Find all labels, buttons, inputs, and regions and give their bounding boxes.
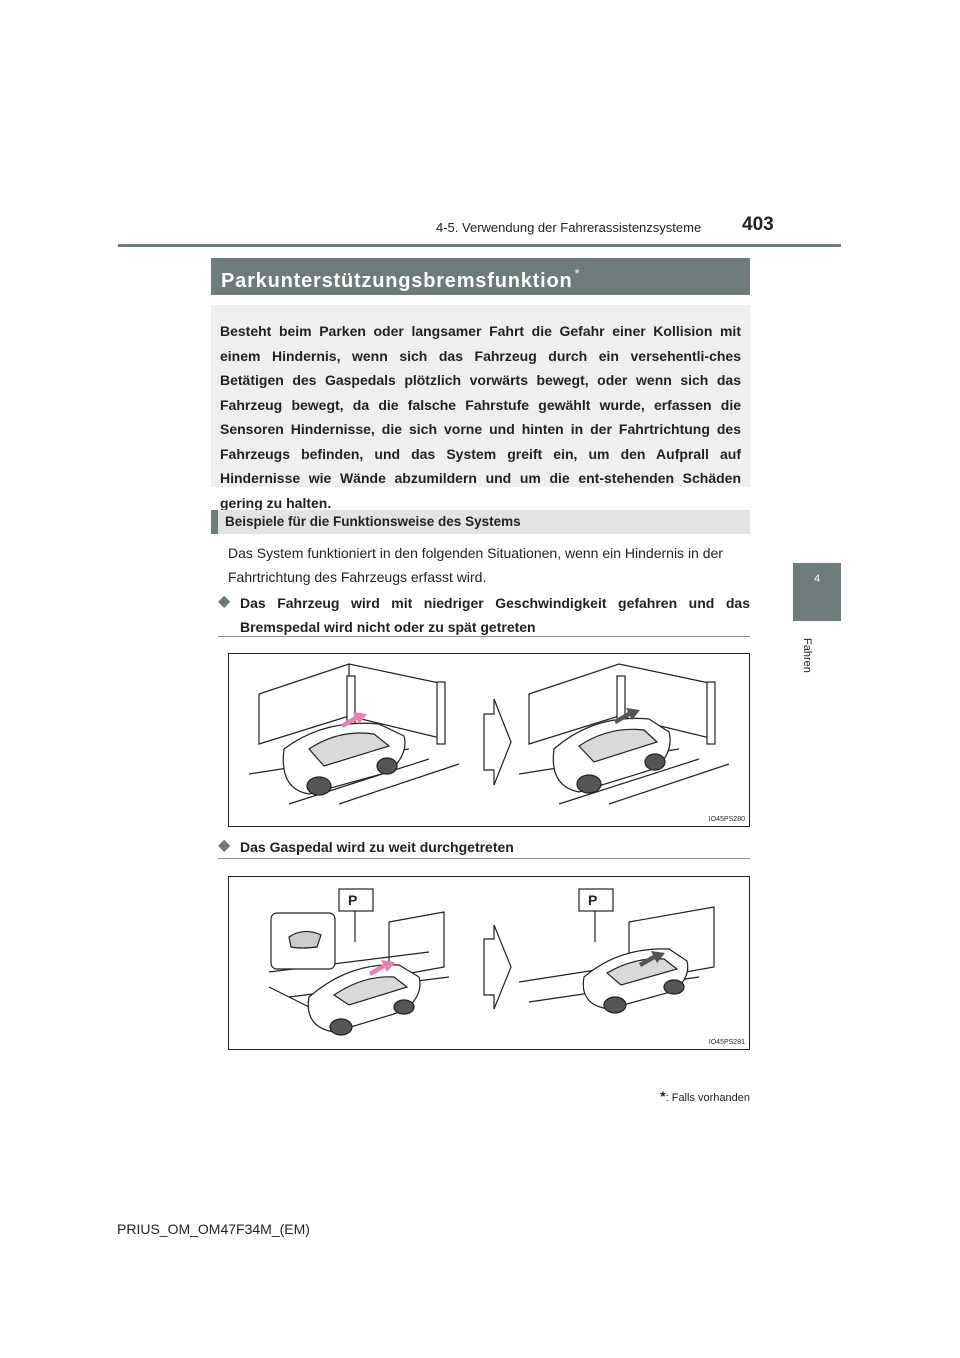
- figure-2: [228, 876, 750, 1050]
- title-footnote-mark: *: [574, 266, 581, 281]
- case-2-text: Das Gaspedal wird zu weit durchgetreten: [240, 839, 514, 855]
- page-title: [211, 258, 750, 295]
- case-2-heading: [218, 835, 750, 859]
- diamond-bullet-icon: ◆: [218, 837, 231, 854]
- footnote-text: : Falls vorhanden: [665, 1092, 750, 1104]
- svg-text:P: P: [348, 892, 358, 908]
- intro-box: Besteht beim Parken oder langsamer Fahrt die Gefahr einer Kollision mit einem Hindernis, wenn sich das Fahrzeug durch ein versehentli-ches Betätigen des Gaspedals plötzlich vorwärts bewegt, oder wenn sich das Fahrzeug bewegt, da die falsche Fahrstufe gewählt wurde, erfassen die Sensoren Hindernisse, die sich vorne und hinten in der Fahrtrichtung des Fahrzeugs befinden, und das System greift ein, um den Aufprall auf Hindernisse wie Wände abzumildern und um die ent-stehenden Schäden gering zu halten.: [211, 305, 750, 487]
- page-number: 403: [742, 214, 774, 235]
- illustration-parking-lot: [229, 877, 749, 1049]
- chapter-tab: 4: [793, 563, 841, 621]
- header-divider: [118, 244, 841, 247]
- figure-1-code: IO45PS280: [708, 816, 745, 823]
- svg-text:P: P: [588, 892, 598, 908]
- case-1-text: Das Fahrzeug wird mit niedriger Geschwindigkeit gefahren und das Bremspedal wird nicht oder zu spät getreten: [240, 595, 750, 635]
- section-title: 4-5. Verwendung der Fahrerassistenzsysteme: [436, 220, 702, 235]
- document-id: PRIUS_OM_OM47F34M_(EM): [117, 1221, 310, 1237]
- case-1-heading: [218, 591, 750, 639]
- case-1-divider: [218, 636, 750, 637]
- figure-2-code: IO45PS281: [708, 1039, 745, 1046]
- illustration-car-wall: [229, 654, 749, 826]
- case-2-divider: [218, 858, 750, 859]
- chapter-label: Fahren: [801, 637, 813, 673]
- figure-1: [228, 653, 750, 827]
- footnote: [630, 1088, 750, 1104]
- examples-heading: Beispiele für die Funktionsweise des Systems: [211, 510, 750, 534]
- title-text: Parkunterstützungsbremsfunktion: [221, 270, 573, 292]
- diamond-bullet-icon: ◆: [218, 593, 231, 610]
- footnote-mark: *: [660, 1088, 666, 1104]
- examples-description: Das System funktioniert in den folgenden Situationen, wenn ein Hindernis in der Fahrtrichtung des Fahrzeugs erfasst wird.: [228, 545, 723, 585]
